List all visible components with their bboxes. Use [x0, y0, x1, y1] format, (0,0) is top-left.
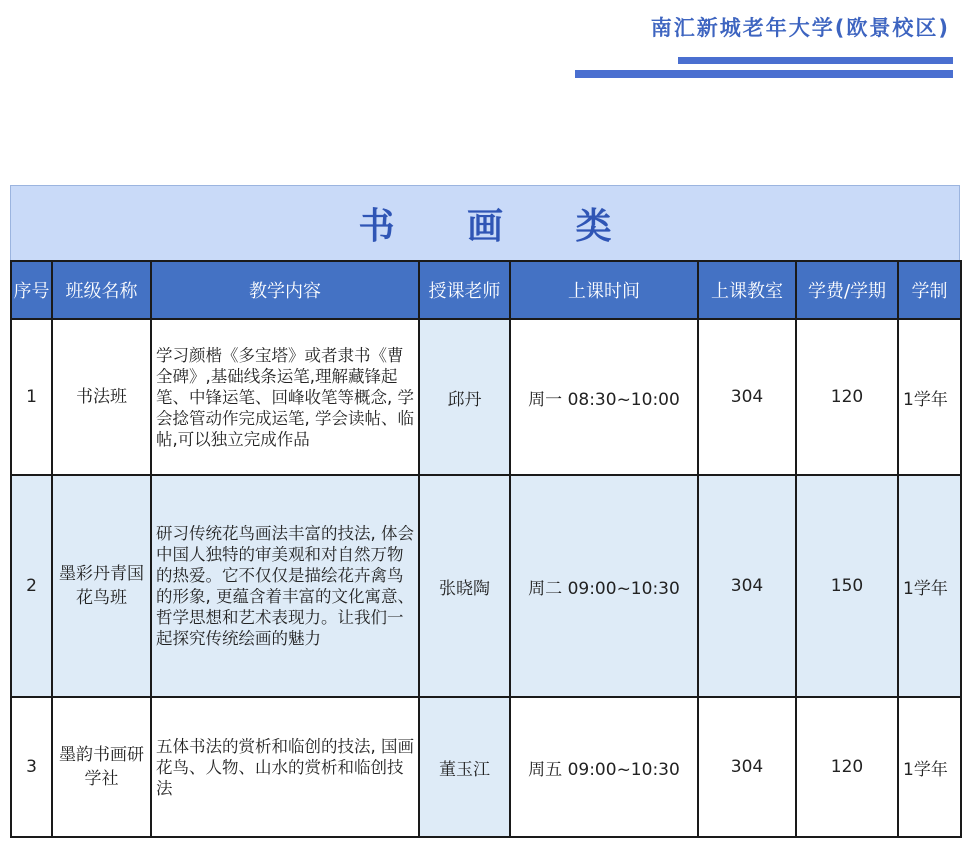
course-table-section — [10, 185, 960, 838]
row-fee: 120 — [796, 319, 898, 475]
row-content: 学习颜楷《多宝塔》或者隶书《曹全碑》,基础线条运笔,理解藏锋起笔、中锋运笔、回峰收笔等概念, 学会捻管动作完成运笔, 学会读帖、临帖,可以独立完成作品 — [151, 319, 419, 475]
table-row — [11, 697, 961, 837]
column-header-duration: 学制 — [898, 261, 961, 319]
row-teacher: 董玉江 — [419, 697, 510, 837]
row-content: 研习传统花鸟画法丰富的技法, 体会中国人独特的审美观和对自然万物的热爱。它不仅仅是描绘花卉禽鸟的形象, 更蕴含着丰富的文化寓意、哲学思想和艺术表现力。让我们一起探究传统绘画的魅力 — [151, 475, 419, 697]
column-header-content: 教学内容 — [151, 261, 419, 319]
decorative-line-top — [678, 57, 953, 64]
row-fee: 120 — [796, 697, 898, 837]
school-name: 南汇新城老年大学(欧景校区) — [650, 16, 950, 40]
row-time: 周二 09:00~10:30 — [510, 475, 698, 697]
column-header-teacher: 授课老师 — [419, 261, 510, 319]
row-no: 1 — [11, 319, 52, 475]
row-content: 五体书法的赏析和临创的技法, 国画花鸟、人物、山水的赏析和临创技法 — [151, 697, 419, 837]
column-header-class-name: 班级名称 — [52, 261, 151, 319]
row-room: 304 — [698, 475, 796, 697]
row-duration: 1学年 — [898, 319, 961, 475]
row-room: 304 — [698, 319, 796, 475]
row-class-name: 墨韵书画研学社 — [52, 697, 151, 837]
category-title: 书 画 类 — [10, 185, 960, 260]
column-header-time: 上课时间 — [510, 261, 698, 319]
row-no: 2 — [11, 475, 52, 697]
row-duration: 1学年 — [898, 697, 961, 837]
row-no: 3 — [11, 697, 52, 837]
table-row — [11, 319, 961, 475]
row-fee: 150 — [796, 475, 898, 697]
column-header-no: 序号 — [11, 261, 52, 319]
row-class-name: 墨彩丹青国花鸟班 — [52, 475, 151, 697]
row-time: 周一 08:30~10:00 — [510, 319, 698, 475]
column-header-room: 上课教室 — [698, 261, 796, 319]
table-header-row — [11, 261, 961, 319]
row-teacher: 张晓陶 — [419, 475, 510, 697]
row-time: 周五 09:00~10:30 — [510, 697, 698, 837]
row-room: 304 — [698, 697, 796, 837]
column-header-fee: 学费/学期 — [796, 261, 898, 319]
row-duration: 1学年 — [898, 475, 961, 697]
row-teacher: 邱丹 — [419, 319, 510, 475]
table-row — [11, 475, 961, 697]
course-table — [10, 260, 962, 838]
decorative-line-bottom — [575, 70, 953, 78]
row-class-name: 书法班 — [52, 319, 151, 475]
